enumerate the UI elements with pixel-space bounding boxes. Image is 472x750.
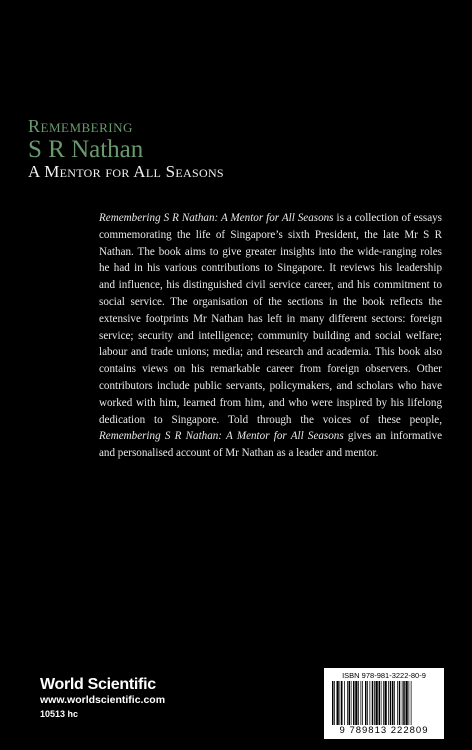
product-code: 10513 hc	[40, 709, 79, 719]
publisher-block	[40, 676, 165, 721]
publisher-name: World Scientific	[40, 676, 156, 693]
blurb-text-2: gives an informative and personalised account of Mr Nathan as a leader and mentor.	[99, 430, 443, 460]
blurb-text-1: is a collection of essays commemorating the life of Singapore’s sixth President, the late Mr S R Nathan. The book aims to give greater insights into the wide-ranging roles he had in his various contributions to Singapore. It reviews his leadership and influence, his distinguished civil service career, and his commitment to social service. The organisation of the sections in the book reflects the extensive footprints Mr Nathan has left in many different sectors: foreign service; security and intelligence; community building and social welfare; labour and trade unions; media; and research and academia. This book also contains views on his remarkable career from foreign observers. Other contributors include public servants, policymakers, and scholars who have worked with him, learned from him, and who were inspired by his lifelong dedication to Singapore. Told through the voices of these people,	[99, 212, 443, 426]
blurb-book-title-2: Remembering S R Nathan: A Mentor for All Seasons	[99, 430, 344, 443]
back-cover-blurb	[99, 210, 442, 462]
barcode-icon	[330, 681, 438, 725]
book-title	[28, 116, 143, 163]
title-line-remembering: Remembering	[28, 116, 133, 136]
blurb-book-title-1: Remembering S R Nathan: A Mentor for All Seasons	[99, 212, 334, 224]
book-subtitle: A Mentor for All Seasons	[28, 162, 224, 181]
barcode-number: 9 789813 222809	[339, 725, 429, 736]
isbn-label: ISBN 978-981-3222-80-9	[342, 671, 426, 680]
publisher-url: www.worldscientific.com	[40, 694, 166, 706]
barcode-panel	[324, 668, 444, 739]
title-line-name: S R Nathan	[28, 136, 144, 163]
